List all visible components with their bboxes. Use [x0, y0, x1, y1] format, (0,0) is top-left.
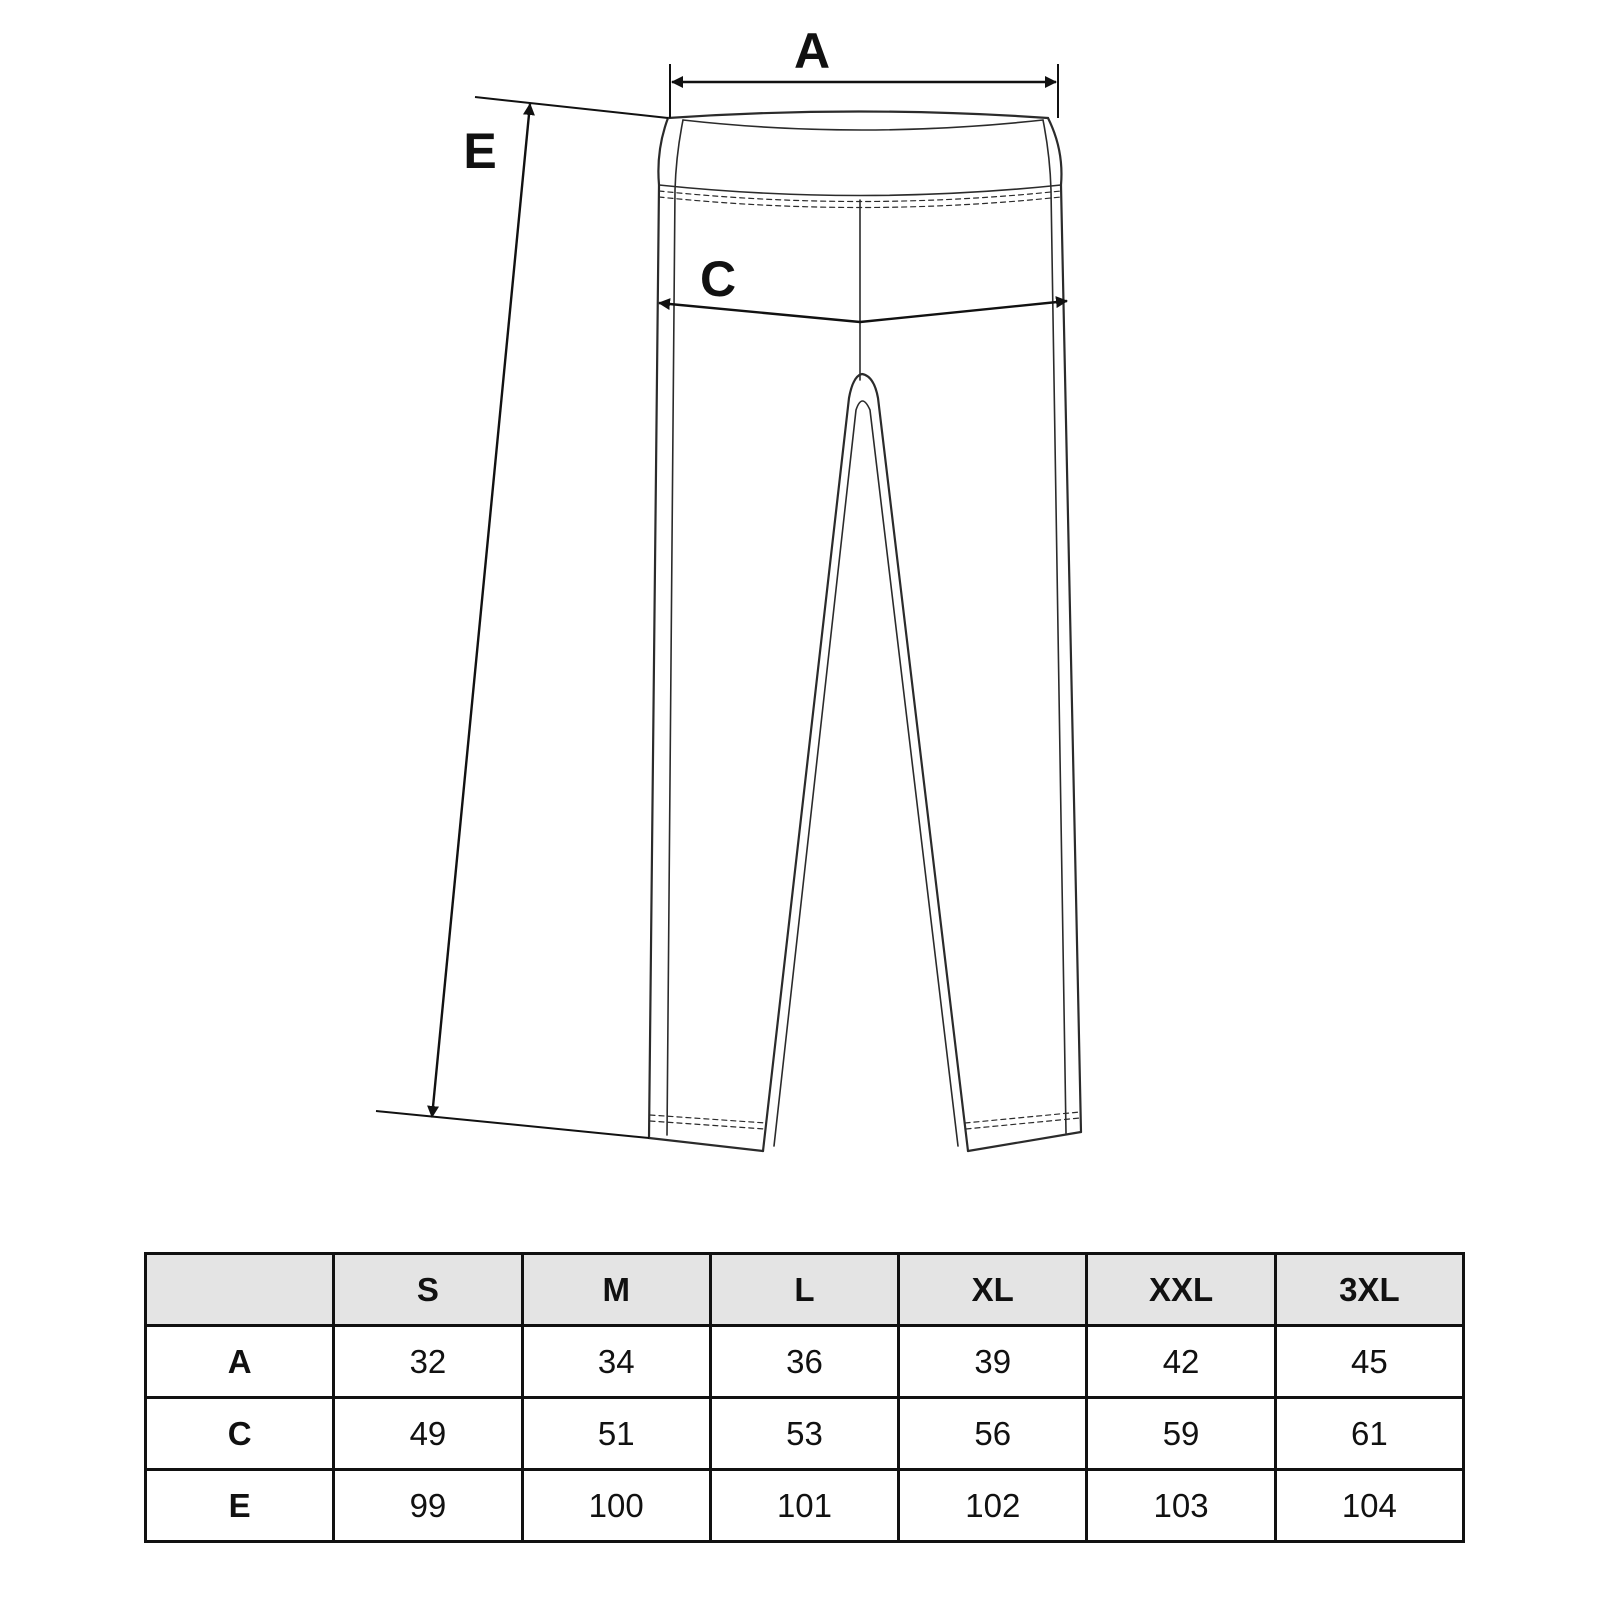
size-header: XXL	[1087, 1254, 1275, 1326]
hip-label: C	[699, 251, 737, 307]
table-cell: 34	[522, 1326, 710, 1398]
left-hem	[649, 1138, 763, 1151]
waistband-seam	[659, 185, 1061, 196]
right-hem	[968, 1132, 1081, 1151]
row-label: A	[146, 1326, 334, 1398]
table-row	[146, 1326, 1464, 1398]
table-cell: 49	[334, 1398, 522, 1470]
length-extension-bottom	[376, 1111, 649, 1138]
table-cell: 32	[334, 1326, 522, 1398]
length-extension-top	[475, 97, 668, 118]
table-cell: 61	[1275, 1398, 1463, 1470]
table-cell: 53	[710, 1398, 898, 1470]
corner-cell	[146, 1254, 334, 1326]
table-cell: 99	[334, 1470, 522, 1542]
right-hem-stitch-2	[966, 1118, 1080, 1129]
table-cell: 59	[1087, 1398, 1275, 1470]
size-chart-table	[144, 1252, 1465, 1543]
measurement-lines	[376, 64, 1067, 1138]
table-cell: 104	[1275, 1470, 1463, 1542]
left-outer-side	[649, 118, 668, 1138]
size-header: S	[334, 1254, 522, 1326]
table-row	[146, 1470, 1464, 1542]
waist-label: A	[793, 23, 831, 79]
hip-dimension-arrow-left	[659, 303, 860, 322]
left-inner-leg	[763, 374, 968, 1151]
length-label: E	[463, 123, 497, 179]
table-row	[146, 1398, 1464, 1470]
table-cell: 56	[899, 1398, 1087, 1470]
right-hem-stitch-1	[965, 1112, 1080, 1123]
waistband-top-edge	[668, 112, 1048, 119]
left-side-seam	[667, 120, 683, 1135]
table-cell: 39	[899, 1326, 1087, 1398]
size-header-row	[146, 1254, 1464, 1326]
waistband-top-inner	[683, 120, 1043, 130]
row-label: C	[146, 1398, 334, 1470]
row-label: E	[146, 1470, 334, 1542]
table-cell: 102	[899, 1470, 1087, 1542]
table-cell: 101	[710, 1470, 898, 1542]
table-cell: 100	[522, 1470, 710, 1542]
size-header: M	[522, 1254, 710, 1326]
size-header: XL	[899, 1254, 1087, 1326]
table-cell: 103	[1087, 1470, 1275, 1542]
table-cell: 45	[1275, 1326, 1463, 1398]
size-header: 3XL	[1275, 1254, 1463, 1326]
inner-leg-seam	[774, 401, 958, 1146]
size-header: L	[710, 1254, 898, 1326]
table-cell: 36	[710, 1326, 898, 1398]
table-cell: 51	[522, 1398, 710, 1470]
hip-dimension-arrow-right	[860, 301, 1067, 322]
length-dimension-arrow	[432, 104, 530, 1117]
table-cell: 42	[1087, 1326, 1275, 1398]
